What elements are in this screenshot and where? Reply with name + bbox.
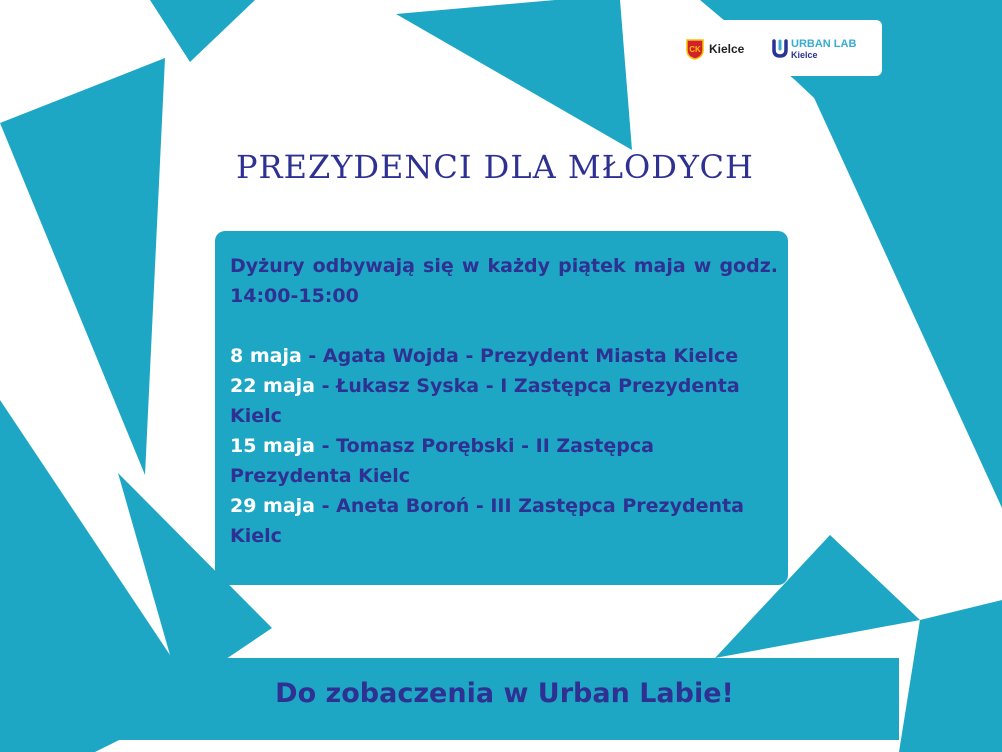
triangle-top-left bbox=[150, 0, 255, 62]
schedule-entry bbox=[230, 491, 778, 551]
entry-date: 22 maja bbox=[230, 375, 316, 397]
entry-text: - Tomasz Porębski - II Zastępca Prezydenta Kielc bbox=[230, 435, 654, 487]
kielce-logo-text: Kielce bbox=[709, 42, 745, 56]
logo-card bbox=[657, 20, 882, 76]
schedule-entry bbox=[230, 371, 778, 431]
entry-text: - Łukasz Syska - I Zastępca Prezydenta Kielc bbox=[230, 375, 740, 427]
kielce-logo bbox=[685, 38, 765, 64]
urban-lab-u-icon bbox=[771, 39, 789, 59]
schedule-entry bbox=[230, 341, 778, 371]
urban-lab-logo-text: URBAN LAB bbox=[791, 38, 857, 50]
bottom-banner bbox=[110, 658, 899, 740]
crest-letters: CK bbox=[689, 45, 701, 54]
entry-date: 29 maja bbox=[230, 495, 316, 517]
schedule-entry bbox=[230, 431, 778, 491]
entry-text: - Aneta Boroń - III Zastępca Prezydenta Kielc bbox=[230, 495, 744, 547]
triangle-top-center bbox=[396, 0, 632, 150]
entry-date: 8 maja bbox=[230, 345, 302, 367]
triangle-bottom-right-edge bbox=[899, 600, 1002, 752]
schedule-box bbox=[215, 231, 788, 585]
triangle-left-large bbox=[0, 58, 165, 475]
entry-date: 15 maja bbox=[230, 435, 316, 457]
poster-title: PREZYDENCI DLA MŁODYCH bbox=[236, 148, 754, 186]
urban-lab-logo-city: Kielce bbox=[791, 50, 818, 60]
schedule-intro: Dyżury odbywają się w każdy piątek maja w godz. 14:00-15:00 bbox=[230, 255, 778, 307]
schedule-content bbox=[230, 251, 778, 551]
farewell-text: Do zobaczenia w Urban Labie! bbox=[275, 678, 734, 709]
kielce-crest-icon bbox=[685, 38, 705, 60]
entry-text: - Agata Wojda - Prezydent Miasta Kielce bbox=[301, 345, 739, 367]
urban-lab-logo bbox=[771, 38, 881, 68]
